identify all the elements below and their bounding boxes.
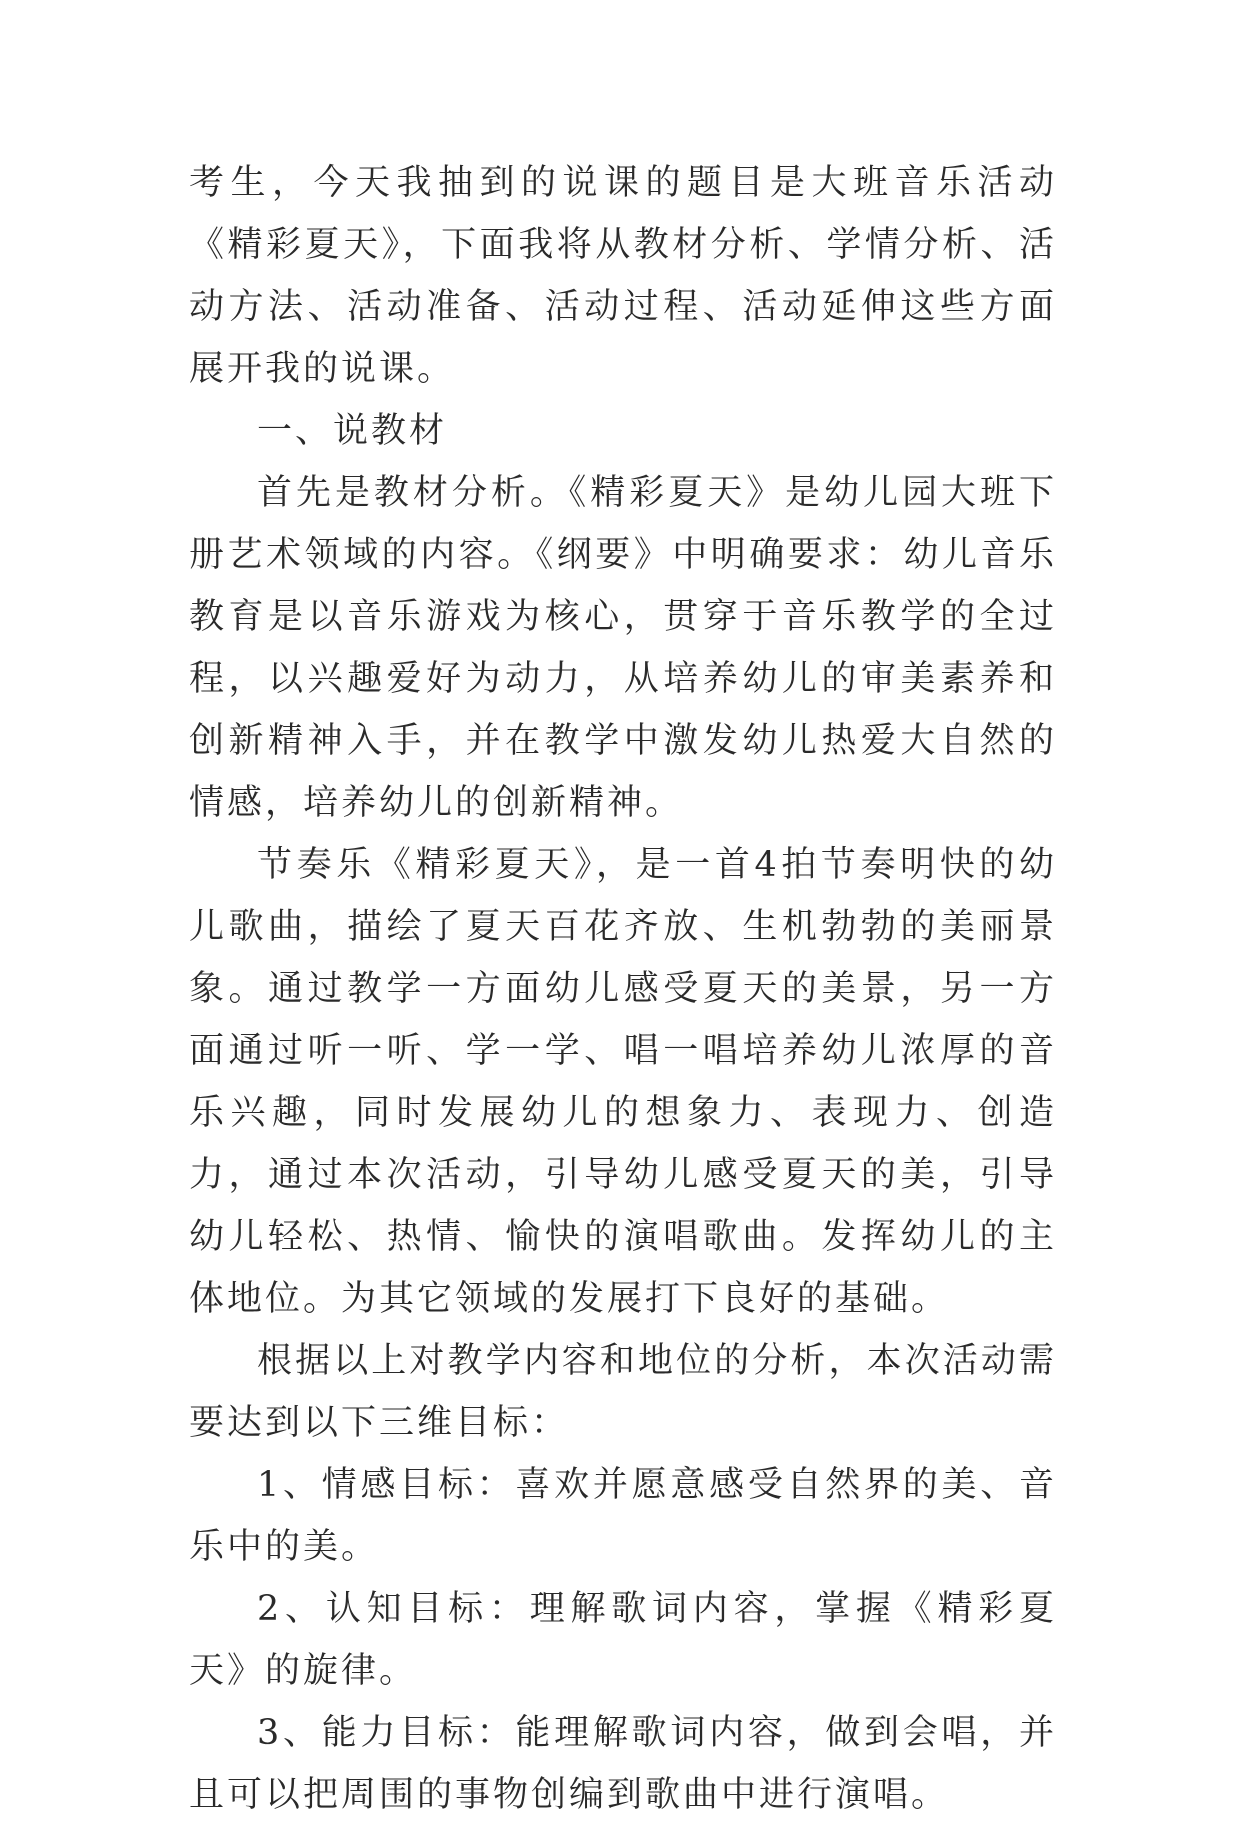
paragraph-objectives-intro: 根据以上对教学内容和地位的分析，本次活动需要达到以下三维目标：: [189, 1341, 1057, 1443]
paragraph-intro: 考生，今天我抽到的说课的题目是大班音乐活动《精彩夏天》，下面我将从教材分析、学情分析、活动方法、活动准备、活动过程、活动延伸这些方面展开我的说课。: [189, 163, 1057, 389]
objective-cognition: 2、认知目标：理解歌词内容，掌握《精彩夏天》的旋律。: [189, 1589, 1057, 1691]
document-body: [189, 152, 1057, 1826]
objective-ability: 3、能力目标：能理解歌词内容，做到会唱，并且可以把周围的事物创编到歌曲中进行演唱。: [189, 1713, 1057, 1815]
paragraph-material-analysis: 首先是教材分析。《精彩夏天》是幼儿园大班下册艺术领域的内容。《纲要》中明确要求：幼儿音乐教育是以音乐游戏为核心，贯穿于音乐教学的全过程，以兴趣爱好为动力，从培养幼儿的审美素养和创新精神入手，并在教学中激发幼儿热爱大自然的情感，培养幼儿的创新精神。: [189, 473, 1057, 823]
objective-emotion: 1、情感目标：喜欢并愿意感受自然界的美、音乐中的美。: [189, 1465, 1057, 1567]
section-heading-teaching-material: 一、说教材: [257, 411, 448, 451]
paragraph-rhythm-song: 节奏乐《精彩夏天》，是一首4拍节奏明快的幼儿歌曲，描绘了夏天百花齐放、生机勃勃的美丽景象。通过教学一方面幼儿感受夏天的美景，另一方面通过听一听、学一学、唱一唱培养幼儿浓厚的音乐兴趣，同时发展幼儿的想象力、表现力、创造力，通过本次活动，引导幼儿感受夏天的美，引导幼儿轻松、热情、愉快的演唱歌曲。发挥幼儿的主体地位。为其它领域的发展打下良好的基础。: [189, 845, 1057, 1319]
